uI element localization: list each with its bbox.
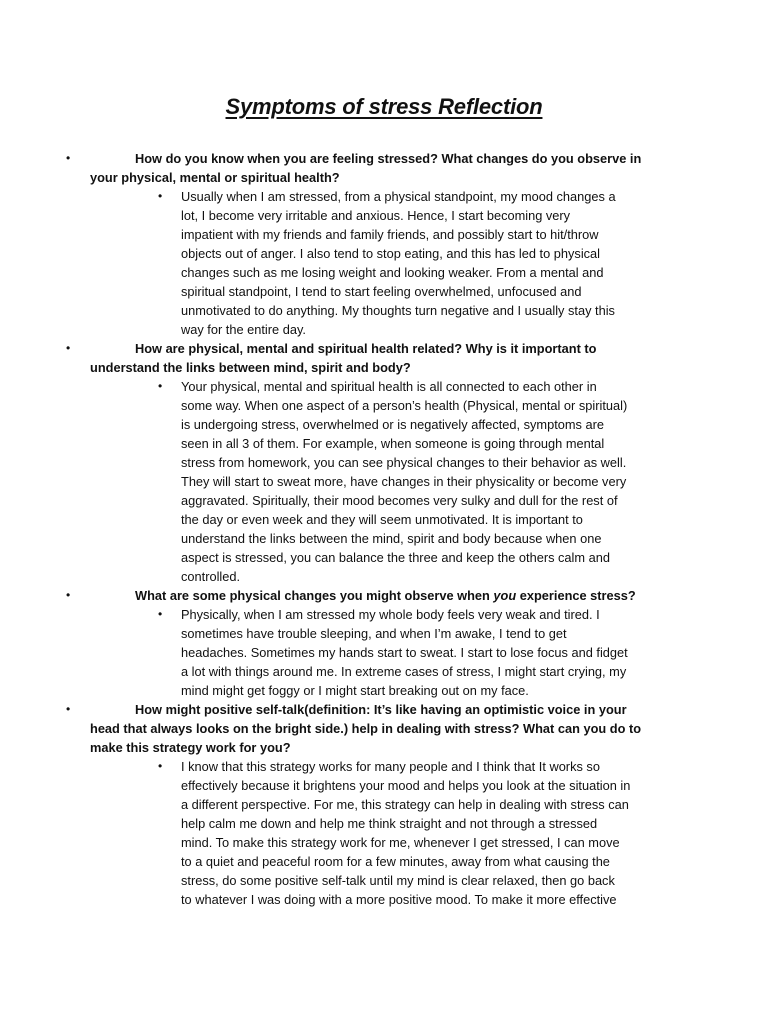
question-line: make this strategy work for you?	[90, 740, 291, 755]
answer-line: the day or even week and they will seem unmotivated. It is important to	[181, 512, 583, 527]
answer-bullet: •	[158, 759, 163, 773]
question-line: understand the links between mind, spirit and body?	[90, 360, 411, 375]
question-bullet: •	[66, 702, 71, 716]
question-text: experience stress?	[516, 588, 636, 603]
question-line: How do you know when you are feeling stressed? What changes do you observe in	[135, 151, 642, 166]
answer-line: stress from homework, you can see physical changes to their behavior as well.	[181, 455, 627, 470]
question-2	[90, 339, 690, 377]
answer-line: mind. To make this strategy work for me, whenever I get stressed, I can move	[181, 835, 620, 850]
answer-line: sometimes have trouble sleeping, and when I’m awake, I tend to get	[181, 626, 567, 641]
answer-line: mind might get foggy or I might start breaking out on my face.	[181, 683, 529, 698]
answer-line: objects out of anger. I also tend to stop eating, and this has led to physical	[181, 246, 601, 261]
question-text: What are some physical changes you might observe when	[135, 588, 494, 603]
answer-bullet: •	[158, 607, 163, 621]
document-title: Symptoms of stress Reflection	[225, 94, 543, 119]
answer-line: unmotivated to do anything. My thoughts turn negative and I usually stay this	[181, 303, 615, 318]
answer-line: controlled.	[181, 569, 241, 584]
answer-line: way for the entire day.	[181, 322, 306, 337]
answer-line: a lot with things around me. In extreme cases of stress, I might start crying, my	[181, 664, 627, 679]
answer-line: stress, do some positive self-talk until my mind is clear relaxed, then go back	[181, 873, 615, 888]
answer-line: aspect is stressed, you can balance the three and keep the others calm and	[181, 550, 610, 565]
answer-4	[181, 757, 681, 909]
question-line	[90, 586, 690, 605]
question-bullet: •	[66, 341, 71, 355]
answer-line: seen in all 3 of them. For example, when someone is going through mental	[181, 436, 605, 451]
question-1	[90, 149, 690, 187]
question-bullet: •	[66, 151, 71, 165]
question-emphasis: you	[493, 588, 517, 603]
answer-line: some way. When one aspect of a person’s health (Physical, mental or spiritual)	[181, 398, 628, 413]
question-bullet: •	[66, 588, 71, 602]
answer-line: effectively because it brightens your mood and helps you look at the situation in	[181, 778, 631, 793]
answer-line: is undergoing stress, overwhelmed or is negatively affected, symptoms are	[181, 417, 604, 432]
question-line: How might positive self-talk(definition: It’s like having an optimistic voice in your	[135, 702, 627, 717]
answer-line: aggravated. Spiritually, their mood becomes very sulky and dull for the rest of	[181, 493, 618, 508]
answer-line: Physically, when I am stressed my whole body feels very weak and tired. I	[181, 607, 600, 622]
answer-line: They will start to sweat more, have changes in their physicality or become very	[181, 474, 627, 489]
question-3	[90, 586, 690, 605]
answer-line: changes such as me losing weight and looking weaker. From a mental and	[181, 265, 604, 280]
question-line: your physical, mental or spiritual health?	[90, 170, 340, 185]
answer-line: Usually when I am stressed, from a physical standpoint, my mood changes a	[181, 189, 616, 204]
question-line: How are physical, mental and spiritual health related? Why is it important to	[135, 341, 597, 356]
answer-line: spiritual standpoint, I tend to start feeling overwhelmed, unfocused and	[181, 284, 582, 299]
question-line: head that always looks on the bright side.) help in dealing with stress? What can you do to	[90, 721, 642, 736]
question-4	[90, 700, 690, 757]
answer-line: impatient with my friends and family friends, and possibly start to hit/throw	[181, 227, 599, 242]
answer-line: headaches. Sometimes my hands start to sweat. I start to lose focus and fidget	[181, 645, 628, 660]
answer-line: Your physical, mental and spiritual health is all connected to each other in	[181, 379, 597, 394]
answer-line: help calm me down and help me think straight and not through a stressed	[181, 816, 598, 831]
answer-bullet: •	[158, 379, 163, 393]
answer-line: a different perspective. For me, this strategy can help in dealing with stress can	[181, 797, 629, 812]
answer-line: understand the links between the mind, spirit and body because when one	[181, 531, 602, 546]
answer-line: I know that this strategy works for many people and I think that It works so	[181, 759, 600, 774]
answer-line: to a quiet and peaceful room for a few minutes, away from what causing the	[181, 854, 610, 869]
answer-3	[181, 605, 681, 700]
answer-line: lot, I become very irritable and anxious. Hence, I start becoming very	[181, 208, 571, 223]
answer-bullet: •	[158, 189, 163, 203]
answer-2	[181, 377, 681, 586]
answer-line: to whatever I was doing with a more positive mood. To make it more effective	[181, 892, 617, 907]
answer-1	[181, 187, 681, 339]
